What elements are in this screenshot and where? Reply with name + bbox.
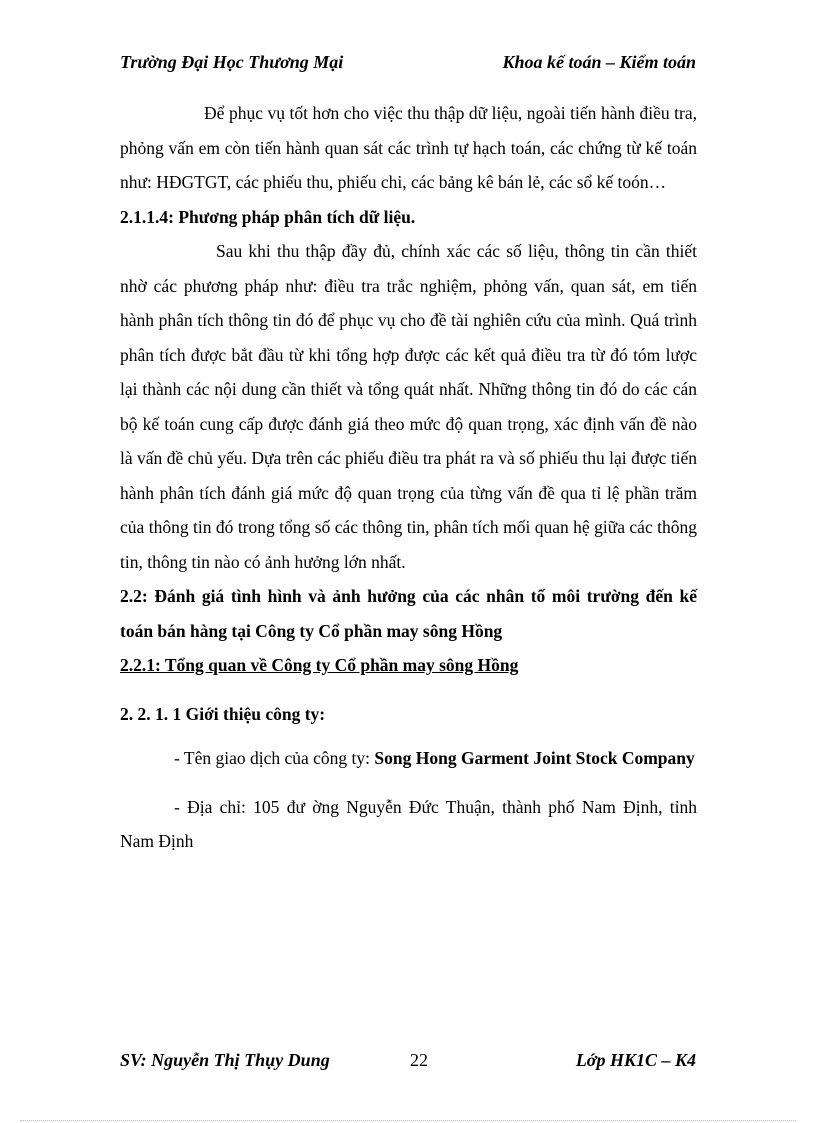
footer-student: SV: Nguyễn Thị Thụy Dung	[120, 1050, 330, 1070]
spacer	[120, 776, 697, 790]
heading-company-overview: 2.2.1: Tổng quan về Công ty Cổ phần may sông Hồng	[120, 655, 519, 675]
heading-environment-assessment: 2.2: Đánh giá tình hình và ảnh hưởng của các nhân tố môi trường đến kế toán bán hàng tại Công ty Cổ phần may sông Hồng	[120, 586, 697, 641]
page-body	[120, 96, 697, 859]
heading-company-intro: 2. 2. 1. 1 Giới thiệu công ty:	[120, 703, 326, 724]
paragraph-data-analysis: Sau khi thu thập đầy đủ, chính xác các số liệu, thông tin cần thiết nhờ các phương pháp như: điều tra trắc nghiệm, phỏng vấn, quan sát, em tiến hành phân tích thông tin đó để phục vụ cho đề tài nghiên cứu của mình. Quá trình phân tích được bắt đầu từ khi tổng hợp được các kết quả điều tra từ đó tóm lược lại thành các nội dung cần thiết và tổng quát nhất. Những thông tin đó do các cán bộ kế toán cung cấp được đánh giá theo mức độ quan trọng, xác định vấn đề nào là vấn đề chủ yếu. Dựa trên các phiếu điều tra phát ra và số phiếu thu lại được tiến hành phân tích đánh giá mức độ quan trọng của từng vấn đề qua tỉ lệ phần trăm của thông tin đó trong tổng số các thông tin, phân tích mối quan hệ giữa các thông tin, thông tin nào có ảnh hưởng lớn nhất.	[120, 241, 697, 572]
footer-page-number: 22	[410, 1050, 428, 1070]
spacer	[120, 731, 697, 741]
header-university: Trường Đại Học Thương Mại	[120, 52, 344, 72]
trade-name-value: Song Hong Garment Joint Stock Company	[374, 748, 695, 768]
paragraph-trade-name	[120, 741, 697, 776]
paragraph-address: - Địa chỉ: 105 đư ờng Nguyễn Đức Thuận, thành phố Nam Định, tỉnh Nam Định	[120, 796, 697, 851]
page-edge-divider	[20, 1120, 796, 1121]
paragraph-data-collection: Để phục vụ tốt hơn cho việc thu thập dữ liệu, ngoài tiến hành điều tra, phỏng vấn em còn tiến hành quan sát các trình tự hạch toán, các chứng từ kế toán như: HĐGTGT, các phiếu thu, phiếu chi, các bảng kê bán lẻ, các sổ kế toón…	[120, 103, 697, 192]
footer-class: Lớp HK1C – K4	[575, 1050, 696, 1070]
trade-name-label: - Tên giao dịch của công ty:	[174, 748, 375, 768]
heading-data-analysis: 2.1.1.4: Phương pháp phân tích dữ liệu.	[120, 206, 416, 227]
header-faculty: Khoa kế toán – Kiểm toán	[502, 52, 696, 72]
spacer	[120, 683, 697, 697]
